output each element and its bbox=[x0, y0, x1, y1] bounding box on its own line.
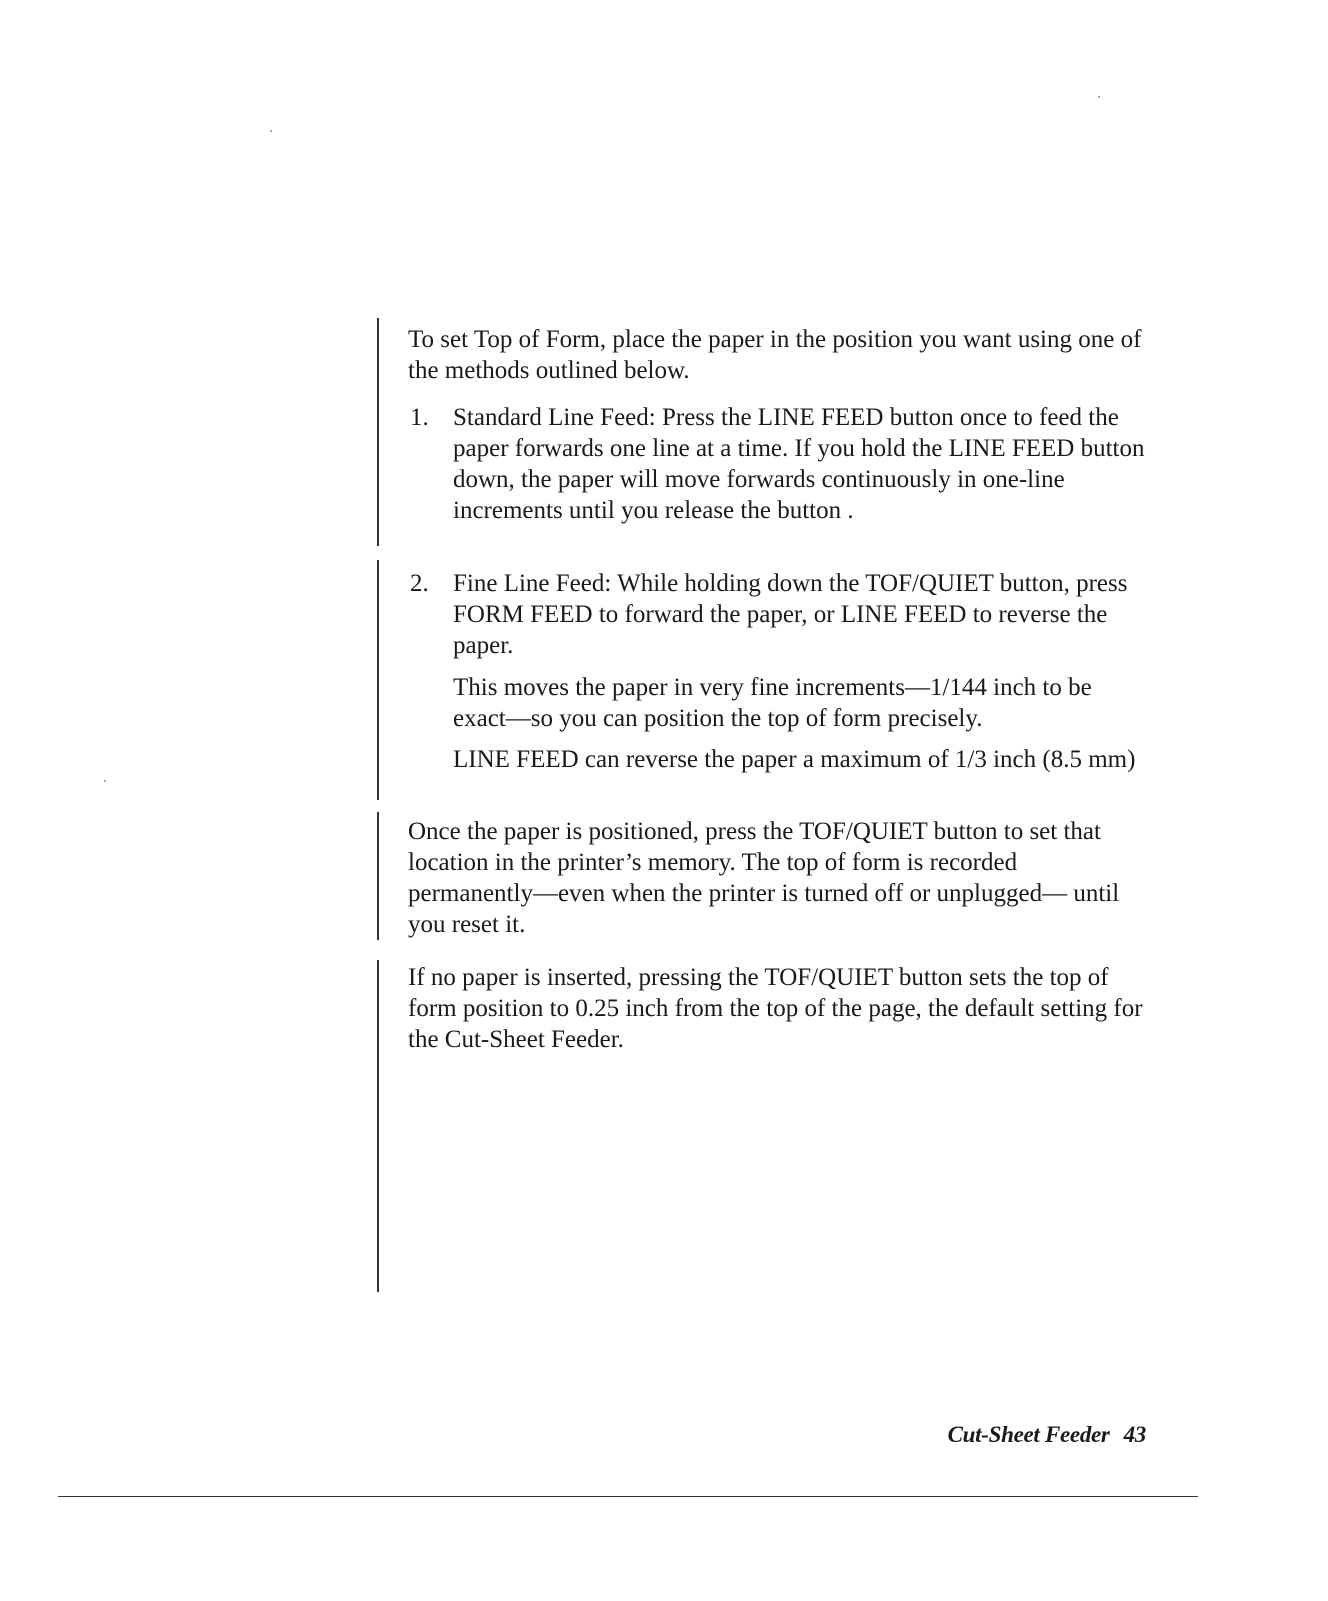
change-bar bbox=[377, 960, 379, 1292]
no-paper-paragraph: If no paper is inserted, pressing the TOF/QUIET button sets the top of form position to 0.25 inch from the top of the page, the default setting for the Cut-Sheet Feeder. bbox=[408, 964, 1143, 1053]
step-2-note-increments: This moves the paper in very fine increments—1/144 inch to be exact—so you can position the top of form precisely. bbox=[453, 674, 1092, 732]
scan-speck bbox=[104, 780, 106, 782]
scan-speck bbox=[270, 130, 272, 132]
intro-paragraph: To set Top of Form, place the paper in the position you want using one of the methods outlined below. bbox=[408, 326, 1142, 384]
change-bar bbox=[377, 560, 379, 800]
step-1-text: Standard Line Feed: Press the LINE FEED button once to feed the paper forwards one line at a time. If you hold the LINE FEED button down, the paper will move forwards continuously in one-line increments until you release the button . bbox=[453, 404, 1145, 524]
positioned-paragraph: Once the paper is positioned, press the TOF/QUIET button to set that location in the printer’s memory. The top of form is recorded permanently—even when the printer is turned off or unplugged— until you reset it. bbox=[408, 818, 1120, 938]
page-footer bbox=[880, 1422, 1146, 1448]
step-2-text: Fine Line Feed: While holding down the TOF/QUIET button, press FORM FEED to forward the paper, or LINE FEED to reverse the paper. bbox=[453, 570, 1128, 659]
step-2-note-reverse-limit: LINE FEED can reverse the paper a maximum of 1/3 inch (8.5 mm) bbox=[453, 746, 1136, 773]
footer-section-title: Cut-Sheet Feeder bbox=[947, 1422, 1110, 1447]
bottom-rule bbox=[58, 1496, 1198, 1497]
scan-speck bbox=[1098, 96, 1100, 98]
page-number: 43 bbox=[1123, 1422, 1146, 1447]
step-1-number: 1. bbox=[410, 404, 429, 431]
change-bar bbox=[377, 812, 379, 940]
change-bar bbox=[377, 318, 379, 546]
step-2-number: 2. bbox=[410, 570, 429, 597]
